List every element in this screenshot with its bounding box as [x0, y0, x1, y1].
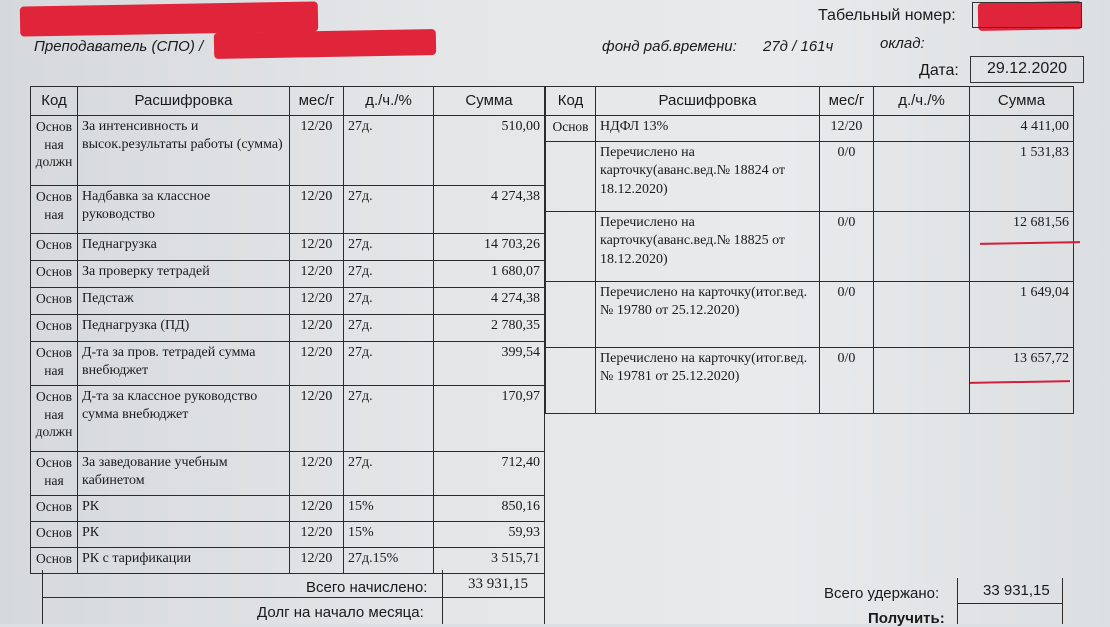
cell-sum: 14 703,26	[434, 233, 545, 260]
cell-code: Основ ная должн	[31, 115, 78, 185]
cell-period: 0/0	[820, 281, 874, 347]
col-code: Код	[546, 87, 596, 116]
deductions-table	[545, 86, 1074, 414]
accrual-row	[31, 185, 545, 233]
cell-desc: Перечислено на карточку(итог.вед.№ 19780 от 25.12.2020)	[596, 281, 820, 347]
work-fund-value: 27д / 161ч	[763, 38, 834, 55]
cell-sum: 3 515,71	[434, 547, 545, 573]
cell-sum: 4 274,38	[434, 287, 545, 314]
cell-days: 27д.	[344, 185, 434, 233]
cell-code	[546, 141, 596, 211]
cell-days: 27д.	[344, 287, 434, 314]
cell-code: Основ	[31, 314, 78, 341]
cell-code	[546, 211, 596, 281]
cell-period: 12/20	[290, 185, 344, 233]
cell-days	[874, 211, 970, 281]
cell-desc: Педнагрузка	[78, 233, 290, 260]
cell-sum: 4 411,00	[970, 115, 1074, 141]
cell-days: 27д.	[344, 314, 434, 341]
cell-days	[874, 141, 970, 211]
col-days: д./ч./%	[874, 87, 970, 116]
cell-code: Основ	[31, 260, 78, 287]
cell-desc: РК	[78, 521, 290, 547]
cell-days: 15%	[344, 495, 434, 521]
cell-code: Основ ная должн	[31, 385, 78, 451]
cell-code: Основ	[31, 547, 78, 573]
deduction-row	[546, 115, 1074, 141]
cell-desc: Перечислено на карточку(аванс.вед.№ 18825 от 18.12.2020)	[596, 211, 820, 281]
accrual-row	[31, 521, 545, 547]
date-value: 29.12.2020	[986, 60, 1068, 77]
cell-period: 0/0	[820, 347, 874, 413]
cell-sum: 170,97	[434, 385, 545, 451]
cell-code: Основ ная	[31, 451, 78, 495]
accrual-row	[31, 495, 545, 521]
cell-days	[874, 281, 970, 347]
cell-sum: 1 649,04	[970, 281, 1074, 347]
cell-code: Основ	[31, 495, 78, 521]
tab-number-box	[972, 2, 1082, 28]
accrual-row	[31, 451, 545, 495]
cell-desc: Перечислено на карточку(итог.вед.№ 19781 от 25.12.2020)	[596, 347, 820, 413]
cell-period: 12/20	[290, 521, 344, 547]
debt-label: Долг на начало месяца:	[257, 604, 424, 621]
cell-period: 12/20	[290, 115, 344, 185]
accrual-row	[31, 287, 545, 314]
cell-period: 12/20	[290, 260, 344, 287]
cell-sum: 12 681,56	[970, 211, 1074, 281]
redacted-position-detail	[214, 29, 436, 59]
accrual-row	[31, 115, 545, 185]
cell-period: 12/20	[290, 495, 344, 521]
totals-line	[42, 597, 544, 598]
cell-code: Основ	[546, 115, 596, 141]
cell-period: 12/20	[290, 287, 344, 314]
cell-days: 15%	[344, 521, 434, 547]
total-withheld-value: 33 931,15	[983, 582, 1050, 599]
cell-sum: 1 531,83	[970, 141, 1074, 211]
cell-days	[874, 115, 970, 141]
accrual-row	[31, 314, 545, 341]
cell-desc: РК с тарификации	[78, 547, 290, 573]
cell-code	[546, 281, 596, 347]
cell-desc: За заведование учебным кабинетом	[78, 451, 290, 495]
cell-period: 0/0	[820, 211, 874, 281]
cell-sum: 13 657,72	[970, 347, 1074, 413]
cell-sum: 399,54	[434, 341, 545, 385]
accrual-row	[31, 547, 545, 573]
total-accrued-value: 33 931,15	[468, 576, 528, 592]
cell-period: 12/20	[290, 385, 344, 451]
date-box	[970, 56, 1084, 83]
cell-desc: За интенсивность и высок.результаты работы (сумма)	[78, 115, 290, 185]
col-sum: Сумма	[434, 87, 545, 116]
cell-desc: РК	[78, 495, 290, 521]
cell-sum: 59,93	[434, 521, 545, 547]
cell-desc: НДФЛ 13%	[596, 115, 820, 141]
withheld-right-border	[1062, 578, 1063, 624]
cell-days: 27д.	[344, 233, 434, 260]
deductions-header-row	[546, 87, 1074, 116]
cell-desc: Надбавка за классное руководство	[78, 185, 290, 233]
col-desc: Расшифровка	[78, 87, 290, 116]
cell-code: Основ	[31, 233, 78, 260]
deduction-row	[546, 141, 1074, 211]
accruals-table	[30, 86, 545, 574]
cell-desc: За проверку тетрадей	[78, 260, 290, 287]
position-text: Преподаватель (СПО) /	[34, 38, 204, 55]
col-days: д./ч./%	[344, 87, 434, 116]
deduction-row	[546, 347, 1074, 413]
cell-period: 12/20	[290, 451, 344, 495]
total-withheld-label: Всего удержано:	[824, 585, 940, 602]
cell-days: 27д.	[344, 115, 434, 185]
work-fund-label: фонд раб.времени:	[602, 38, 737, 55]
cell-sum: 1 680,07	[434, 260, 545, 287]
tab-number-label: Табельный номер:	[818, 7, 956, 24]
cell-sum: 4 274,38	[434, 185, 545, 233]
cell-desc: Д-та за пров. тетрадей сумма внебюджет	[78, 341, 290, 385]
col-period: мес/г	[290, 87, 344, 116]
deduction-row	[546, 281, 1074, 347]
receive-label: Получить:	[868, 610, 945, 627]
cell-sum: 510,00	[434, 115, 545, 185]
cell-desc: Перечислено на карточку(аванс.вед.№ 18824 от 18.12.2020)	[596, 141, 820, 211]
cell-desc: Педстаж	[78, 287, 290, 314]
cell-desc: Педнагрузка (ПД)	[78, 314, 290, 341]
cell-period: 0/0	[820, 141, 874, 211]
cell-period: 12/20	[290, 314, 344, 341]
accrual-row	[31, 341, 545, 385]
col-period: мес/г	[820, 87, 874, 116]
cell-sum: 2 780,35	[434, 314, 545, 341]
accrual-row	[31, 260, 545, 287]
withheld-divider	[957, 578, 958, 624]
cell-period: 12/20	[290, 233, 344, 260]
totals-right-border	[544, 570, 545, 624]
salary-label: оклад:	[880, 35, 925, 52]
cell-code: Основ	[31, 287, 78, 314]
accrual-row	[31, 385, 545, 451]
cell-days: 27д.15%	[344, 547, 434, 573]
col-sum: Сумма	[970, 87, 1074, 116]
cell-days: 27д.	[344, 260, 434, 287]
accrual-row	[31, 233, 545, 260]
cell-days: 27д.	[344, 451, 434, 495]
cell-code: Основ ная	[31, 185, 78, 233]
cell-days	[874, 347, 970, 413]
date-label: Дата:	[919, 62, 959, 79]
cell-period: 12/20	[290, 341, 344, 385]
cell-sum: 850,16	[434, 495, 545, 521]
cell-code: Основ	[31, 521, 78, 547]
cell-desc: Д-та за классное руководство сумма внебюджет	[78, 385, 290, 451]
cell-period: 12/20	[290, 547, 344, 573]
total-accrued-label: Всего начислено:	[306, 579, 428, 596]
cell-period: 12/20	[820, 115, 874, 141]
accruals-header-row	[31, 87, 545, 116]
cell-code: Основ ная	[31, 341, 78, 385]
col-desc: Расшифровка	[596, 87, 820, 116]
cell-code	[546, 347, 596, 413]
withheld-line	[957, 603, 1062, 604]
cell-days: 27д.	[344, 385, 434, 451]
cell-days: 27д.	[344, 341, 434, 385]
col-code: Код	[31, 87, 78, 116]
cell-sum: 712,40	[434, 451, 545, 495]
deduction-row	[546, 211, 1074, 281]
